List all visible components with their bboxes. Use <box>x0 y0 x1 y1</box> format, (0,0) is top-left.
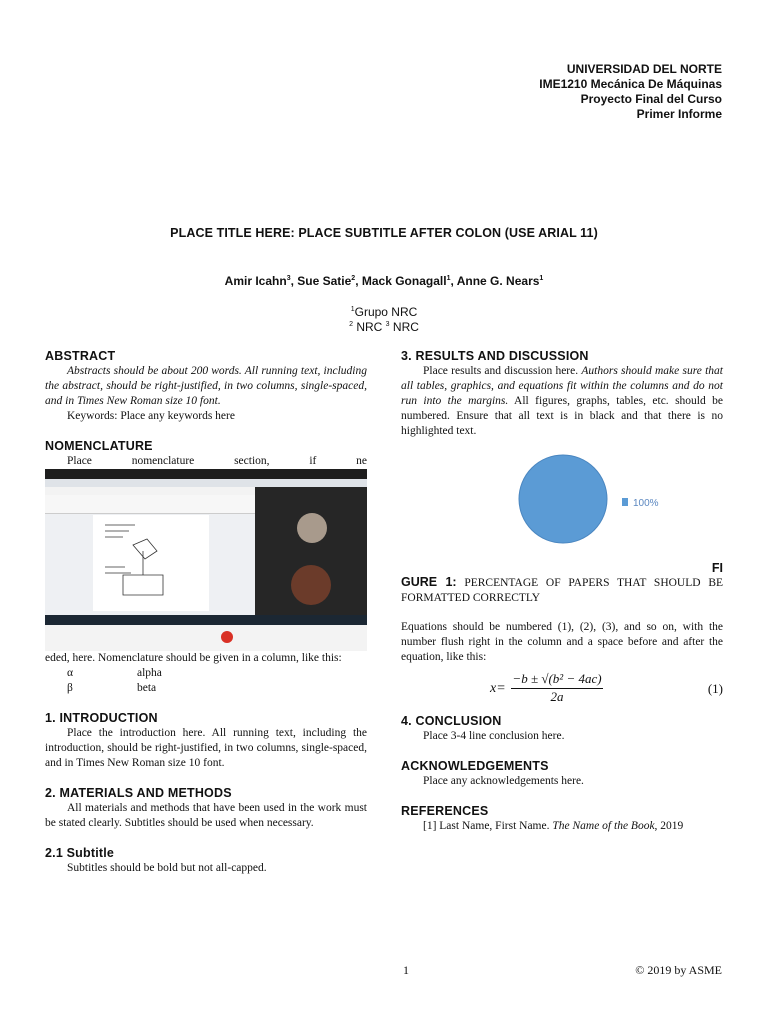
screenshot-ribbon <box>45 495 255 514</box>
report-name: Primer Informe <box>636 107 722 121</box>
pie-slice <box>519 455 607 543</box>
equation-numerator: −b ± √(b² − 4ac) <box>511 671 603 689</box>
subtitle-heading: 2.1 Subtitle <box>45 846 115 860</box>
author-name: Anne G. Nears <box>456 274 540 288</box>
nomenclature-row: β beta <box>67 682 157 694</box>
keywords: Keywords: Place any keywords here <box>67 410 235 422</box>
introduction-heading: 1. INTRODUCTION <box>45 711 158 725</box>
figure-label-fi: FI <box>711 561 723 575</box>
screenshot-video-panel <box>255 487 367 615</box>
author-name: Amir Icahn <box>224 274 287 288</box>
author-name: Sue Satie <box>297 274 352 288</box>
paper-title: PLACE TITLE HERE: PLACE SUBTITLE AFTER COLON (USE ARIAL 11) <box>170 226 598 240</box>
affiliation-line: $^2$ NRC $^3$ NRC <box>349 320 419 334</box>
author-name: Mack Gonagall <box>361 274 447 288</box>
affiliations <box>0 305 768 335</box>
participant-avatar <box>297 513 327 543</box>
results-text: Place results and discussion here. Authors should make sure that all tables, graphics, and equations fit within the columns and do not run into the margins. All figures, graphs, tables, etc. should be numbered. Ensure that all text is in black and that there is no highlighted text. <box>401 365 723 437</box>
abstract-text: Abstracts should be about 200 words. All running text, including the abstract, should be right-justified, in two columns, single-spaced, and in Times New Roman size 10 font. <box>45 365 367 407</box>
screenshot-titlebar <box>45 469 367 479</box>
screenshot-tabs <box>45 479 367 487</box>
university-name: UNIVERSIDAD DEL NORTE <box>566 62 722 76</box>
screenshot-taskbar <box>45 615 367 625</box>
equation-lhs: x= <box>490 681 506 696</box>
figure-1 <box>401 439 723 559</box>
author-affil-marker: 1 <box>446 275 451 282</box>
course-name: IME1210 Mecánica De Máquinas <box>539 77 722 91</box>
introduction-text: Place the introduction here. All running text, including the introduction, should be right-justified, in two columns, single-spaced, and in Times New Roman size 10 font. <box>45 727 367 769</box>
author-affil-marker: 1 <box>539 275 544 282</box>
nomenclature-text-after: eded, here. Nomenclature should be given in a column, like this: <box>45 652 342 664</box>
screenshot-urlbar <box>45 487 255 495</box>
equation-1 <box>401 671 723 711</box>
methods-text: All materials and methods that have been used in the work must be stated clearly. Subtitles should be used when necessary. <box>45 802 367 829</box>
author-affil-marker: 2 <box>351 275 356 282</box>
copyright: © 2019 by ASME <box>635 963 722 977</box>
sketch-drawing <box>93 515 209 611</box>
project-name: Proyecto Final del Curso <box>580 92 722 106</box>
pie-chart <box>401 439 723 559</box>
participant-avatar <box>291 565 331 605</box>
left-column <box>45 348 367 876</box>
header-block <box>539 62 722 122</box>
reference-1: [1] Last Name, First Name. The Name of the Book, 2019 <box>423 820 684 832</box>
affiliation-line: $^1$Grupo NRC <box>350 305 418 319</box>
subtitle-text: Subtitles should be bold but not all-capped. <box>67 862 267 874</box>
screenshot-canvas <box>93 515 209 611</box>
acknowledgements-text: Place any acknowledgements here. <box>423 775 584 787</box>
equation-number: (1) <box>707 681 723 696</box>
nomenclature-heading: NOMENCLATURE <box>45 439 153 453</box>
page-number: 1 <box>403 963 409 977</box>
results-heading: 3. RESULTS AND DISCUSSION <box>401 349 589 363</box>
equations-text: Equations should be numbered (1), (2), (3), and so on, with the number flush right in the column and a space before and after the equation, like this: <box>401 621 723 663</box>
references-heading: REFERENCES <box>401 804 489 818</box>
nomenclature-text-before: Place nomenclature section, if ne <box>67 455 367 467</box>
author-affil-marker: 3 <box>286 275 291 282</box>
right-column <box>401 348 723 834</box>
acknowledgements-heading: ACKNOWLEDGEMENTS <box>401 759 549 773</box>
pie-data-label: 100% <box>633 498 659 509</box>
equation-fraction <box>511 671 603 705</box>
screenshot-meeting-bar <box>45 625 367 651</box>
methods-heading: 2. MATERIALS AND METHODS <box>45 786 232 800</box>
nomenclature-row: α alpha <box>67 667 162 679</box>
author-list: Amir Icahn$^3$, Sue Satie$^2$, Mack Gonagall$^1$, Anne G. Nears$^1$ <box>224 274 544 288</box>
embedded-screenshot <box>45 469 367 651</box>
conclusion-text: Place 3-4 line conclusion here. <box>423 730 565 742</box>
conclusion-heading: 4. CONCLUSION <box>401 714 502 728</box>
abstract-heading: ABSTRACT <box>45 349 116 363</box>
end-call-icon <box>221 631 233 643</box>
figure-caption: GURE 1: PERCENTAGE OF PAPERS THAT SHOULD BE FORMATTED CORRECTLY <box>401 575 724 604</box>
legend-swatch <box>622 498 628 506</box>
equation-denominator: 2a <box>550 689 564 704</box>
